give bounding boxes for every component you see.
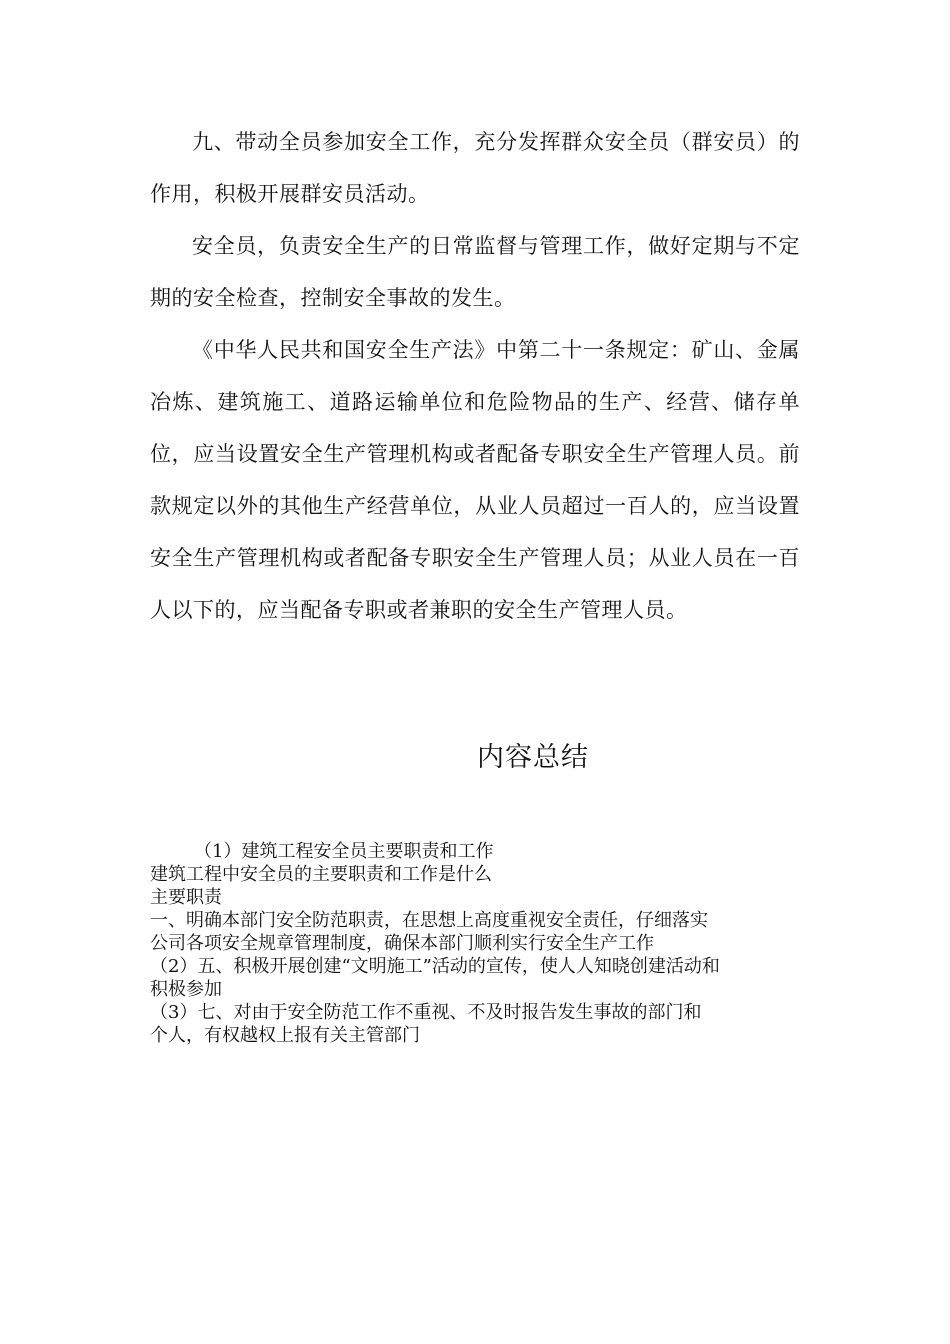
summary-title: 内容总结 <box>477 742 589 773</box>
summary-section <box>150 840 810 1047</box>
paragraph-safety-officer-duty: 安全员，负责安全生产的日常监督与管理工作，做好定期与不定期的安全检查，控制安全事故的发生。 <box>150 234 800 310</box>
summary-line: 个人，有权越权上报有关主管部门 <box>150 1025 420 1046</box>
summary-line: （2）五、积极开展创建“文明施工”活动的宣传，使人人知晓创建活动和 <box>150 956 720 977</box>
summary-line: 积极参加 <box>150 979 222 1000</box>
summary-line: 主要职责 <box>150 887 222 908</box>
summary-line: （3）七、对由于安全防范工作不重视、不及时报告发生事故的部门和 <box>150 1002 702 1023</box>
paragraph-group-safety-activities: 九、带动全员参加安全工作，充分发挥群众安全员（群安员）的作用，积极开展群安员活动。 <box>150 130 800 206</box>
summary-line: （1）建筑工程安全员主要职责和工作 <box>194 841 494 862</box>
summary-line: 一、明确本部门安全防范职责，在思想上高度重视安全责任，仔细落实 <box>150 910 708 931</box>
body-text <box>150 116 800 636</box>
summary-line: 建筑工程中安全员的主要职责和工作是什么 <box>150 864 492 885</box>
paragraph-safety-law-article: 《中华人民共和国安全生产法》中第二十一条规定：矿山、金属冶炼、建筑施工、道路运输单位和危险物品的生产、经营、储存单位，应当设置安全生产管理机构或者配备专职安全生产管理人员。前款规定以外的其他生产经营单位，从业人员超过一百人的，应当设置安全生产管理机构或者配备专职安全生产管理人员；从业人员在一百人以下的，应当配备专职或者兼职的安全生产管理人员。 <box>150 338 800 622</box>
summary-line: 公司各项安全规章管理制度，确保本部门顺利实行安全生产工作 <box>150 933 654 954</box>
